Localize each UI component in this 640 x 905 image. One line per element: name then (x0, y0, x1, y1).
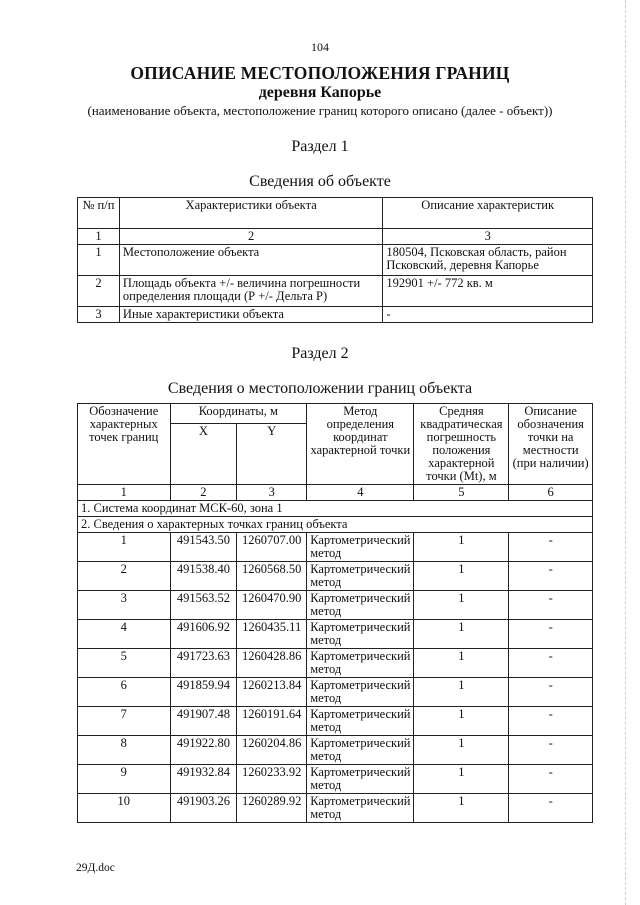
object-info-table (77, 197, 593, 323)
header-number: № п/п (78, 198, 120, 229)
point-desc: - (509, 707, 593, 736)
row-characteristic: Площадь объекта +/- величина погрешности определения площади (Р +/- Дельта Р) (119, 276, 382, 307)
column-number-row (78, 485, 593, 501)
colnum-cell: 3 (237, 485, 307, 501)
point-error: 1 (414, 649, 509, 678)
point-y: 1260233.92 (237, 765, 307, 794)
point-desc: - (509, 533, 593, 562)
point-error: 1 (414, 765, 509, 794)
point-y: 1260204.86 (237, 736, 307, 765)
table-header-row (78, 198, 593, 229)
point-y: 1260191.64 (237, 707, 307, 736)
point-method: Картометрический метод (307, 765, 414, 794)
colnum-cell: 1 (78, 485, 171, 501)
table-row (78, 765, 593, 794)
point-y: 1260470.90 (237, 591, 307, 620)
table-row (78, 794, 593, 823)
point-desc: - (509, 765, 593, 794)
header-description: Описание характеристик (383, 198, 593, 229)
point-error: 1 (414, 591, 509, 620)
colnum-cell: 4 (307, 485, 414, 501)
header-desc: Описание обозначения точки на местности (при наличии) (509, 404, 593, 485)
header-point: Обозначение характерных точек границ (78, 404, 171, 485)
point-method: Картометрический метод (307, 620, 414, 649)
point-id: 5 (78, 649, 171, 678)
point-id: 3 (78, 591, 171, 620)
point-x: 491907.48 (170, 707, 237, 736)
point-y: 1260289.92 (237, 794, 307, 823)
point-id: 4 (78, 620, 171, 649)
header-error: Средняя квадратическая погрешность положения характерной точки (Mt), м (414, 404, 509, 485)
point-error: 1 (414, 736, 509, 765)
point-id: 10 (78, 794, 171, 823)
point-x: 491932.84 (170, 765, 237, 794)
table-row (78, 707, 593, 736)
point-desc: - (509, 736, 593, 765)
point-error: 1 (414, 620, 509, 649)
point-desc: - (509, 620, 593, 649)
point-method: Картометрический метод (307, 678, 414, 707)
row-description: 180504, Псковская область, район Псковский, деревня Капорье (383, 245, 593, 276)
point-error: 1 (414, 533, 509, 562)
header-characteristics: Характеристики объекта (119, 198, 382, 229)
file-name: 29Д.doc (76, 862, 115, 874)
table-row (78, 276, 593, 307)
column-number-row (78, 229, 593, 245)
point-desc: - (509, 649, 593, 678)
table-row (78, 591, 593, 620)
point-desc: - (509, 591, 593, 620)
points-heading: 2. Сведения о характерных точках границ объекта (78, 517, 593, 533)
table-row (78, 678, 593, 707)
table-header-row (78, 404, 593, 424)
colnum-cell: 5 (414, 485, 509, 501)
point-id: 6 (78, 678, 171, 707)
point-error: 1 (414, 794, 509, 823)
table-row (78, 245, 593, 276)
point-x: 491903.26 (170, 794, 237, 823)
document-title: ОПИСАНИЕ МЕСТОПОЛОЖЕНИЯ ГРАНИЦ (130, 63, 510, 83)
section1-heading: Сведения об объекте (249, 173, 391, 190)
object-name: деревня Капорье (258, 84, 382, 101)
colnum-cell: 2 (119, 229, 382, 245)
row-number: 3 (78, 307, 120, 323)
colnum-cell: 1 (78, 229, 120, 245)
point-x: 491563.52 (170, 591, 237, 620)
point-id: 9 (78, 765, 171, 794)
point-y: 1260213.84 (237, 678, 307, 707)
point-desc: - (509, 562, 593, 591)
table-row (78, 736, 593, 765)
point-y: 1260435.11 (237, 620, 307, 649)
section2-label: Раздел 2 (291, 345, 349, 362)
point-id: 7 (78, 707, 171, 736)
point-error: 1 (414, 707, 509, 736)
point-method: Картометрический метод (307, 533, 414, 562)
row-description: 192901 +/- 772 кв. м (383, 276, 593, 307)
colnum-cell: 6 (509, 485, 593, 501)
point-method: Картометрический метод (307, 736, 414, 765)
points-heading-row (78, 517, 593, 533)
object-note: (наименование объекта, местоположение границ которого описано (далее - объект)) (87, 103, 553, 118)
point-method: Картометрический метод (307, 591, 414, 620)
colnum-cell: 2 (170, 485, 237, 501)
scan-edge-line (624, 0, 626, 905)
colnum-cell: 3 (383, 229, 593, 245)
point-error: 1 (414, 678, 509, 707)
point-desc: - (509, 678, 593, 707)
point-y: 1260568.50 (237, 562, 307, 591)
point-x: 491922.80 (170, 736, 237, 765)
table-row (78, 620, 593, 649)
section1-label: Раздел 1 (291, 138, 349, 155)
point-desc: - (509, 794, 593, 823)
row-number: 1 (78, 245, 120, 276)
point-id: 1 (78, 533, 171, 562)
point-x: 491538.40 (170, 562, 237, 591)
point-x: 491723.63 (170, 649, 237, 678)
section2-heading: Сведения о местоположении границ объекта (167, 380, 473, 397)
table-row (78, 307, 593, 323)
point-method: Картометрический метод (307, 562, 414, 591)
point-x: 491606.92 (170, 620, 237, 649)
point-y: 1260707.00 (237, 533, 307, 562)
point-error: 1 (414, 562, 509, 591)
header-y: Y (237, 424, 307, 485)
point-y: 1260428.86 (237, 649, 307, 678)
page-number: 104 (311, 40, 329, 54)
header-x: X (170, 424, 237, 485)
point-method: Картометрический метод (307, 707, 414, 736)
table-row (78, 649, 593, 678)
header-method: Метод определения координат характерной точки (307, 404, 414, 485)
coordinate-system: 1. Система координат МСК-60, зона 1 (78, 501, 593, 517)
coordinate-system-row (78, 501, 593, 517)
point-method: Картометрический метод (307, 794, 414, 823)
row-characteristic: Местоположение объекта (119, 245, 382, 276)
point-id: 2 (78, 562, 171, 591)
table-row (78, 533, 593, 562)
row-description: - (383, 307, 593, 323)
point-x: 491543.50 (170, 533, 237, 562)
row-characteristic: Иные характеристики объекта (119, 307, 382, 323)
boundary-points-table (77, 403, 593, 823)
point-id: 8 (78, 736, 171, 765)
point-x: 491859.94 (170, 678, 237, 707)
row-number: 2 (78, 276, 120, 307)
header-coords: Координаты, м (170, 404, 307, 424)
point-method: Картометрический метод (307, 649, 414, 678)
table-row (78, 562, 593, 591)
